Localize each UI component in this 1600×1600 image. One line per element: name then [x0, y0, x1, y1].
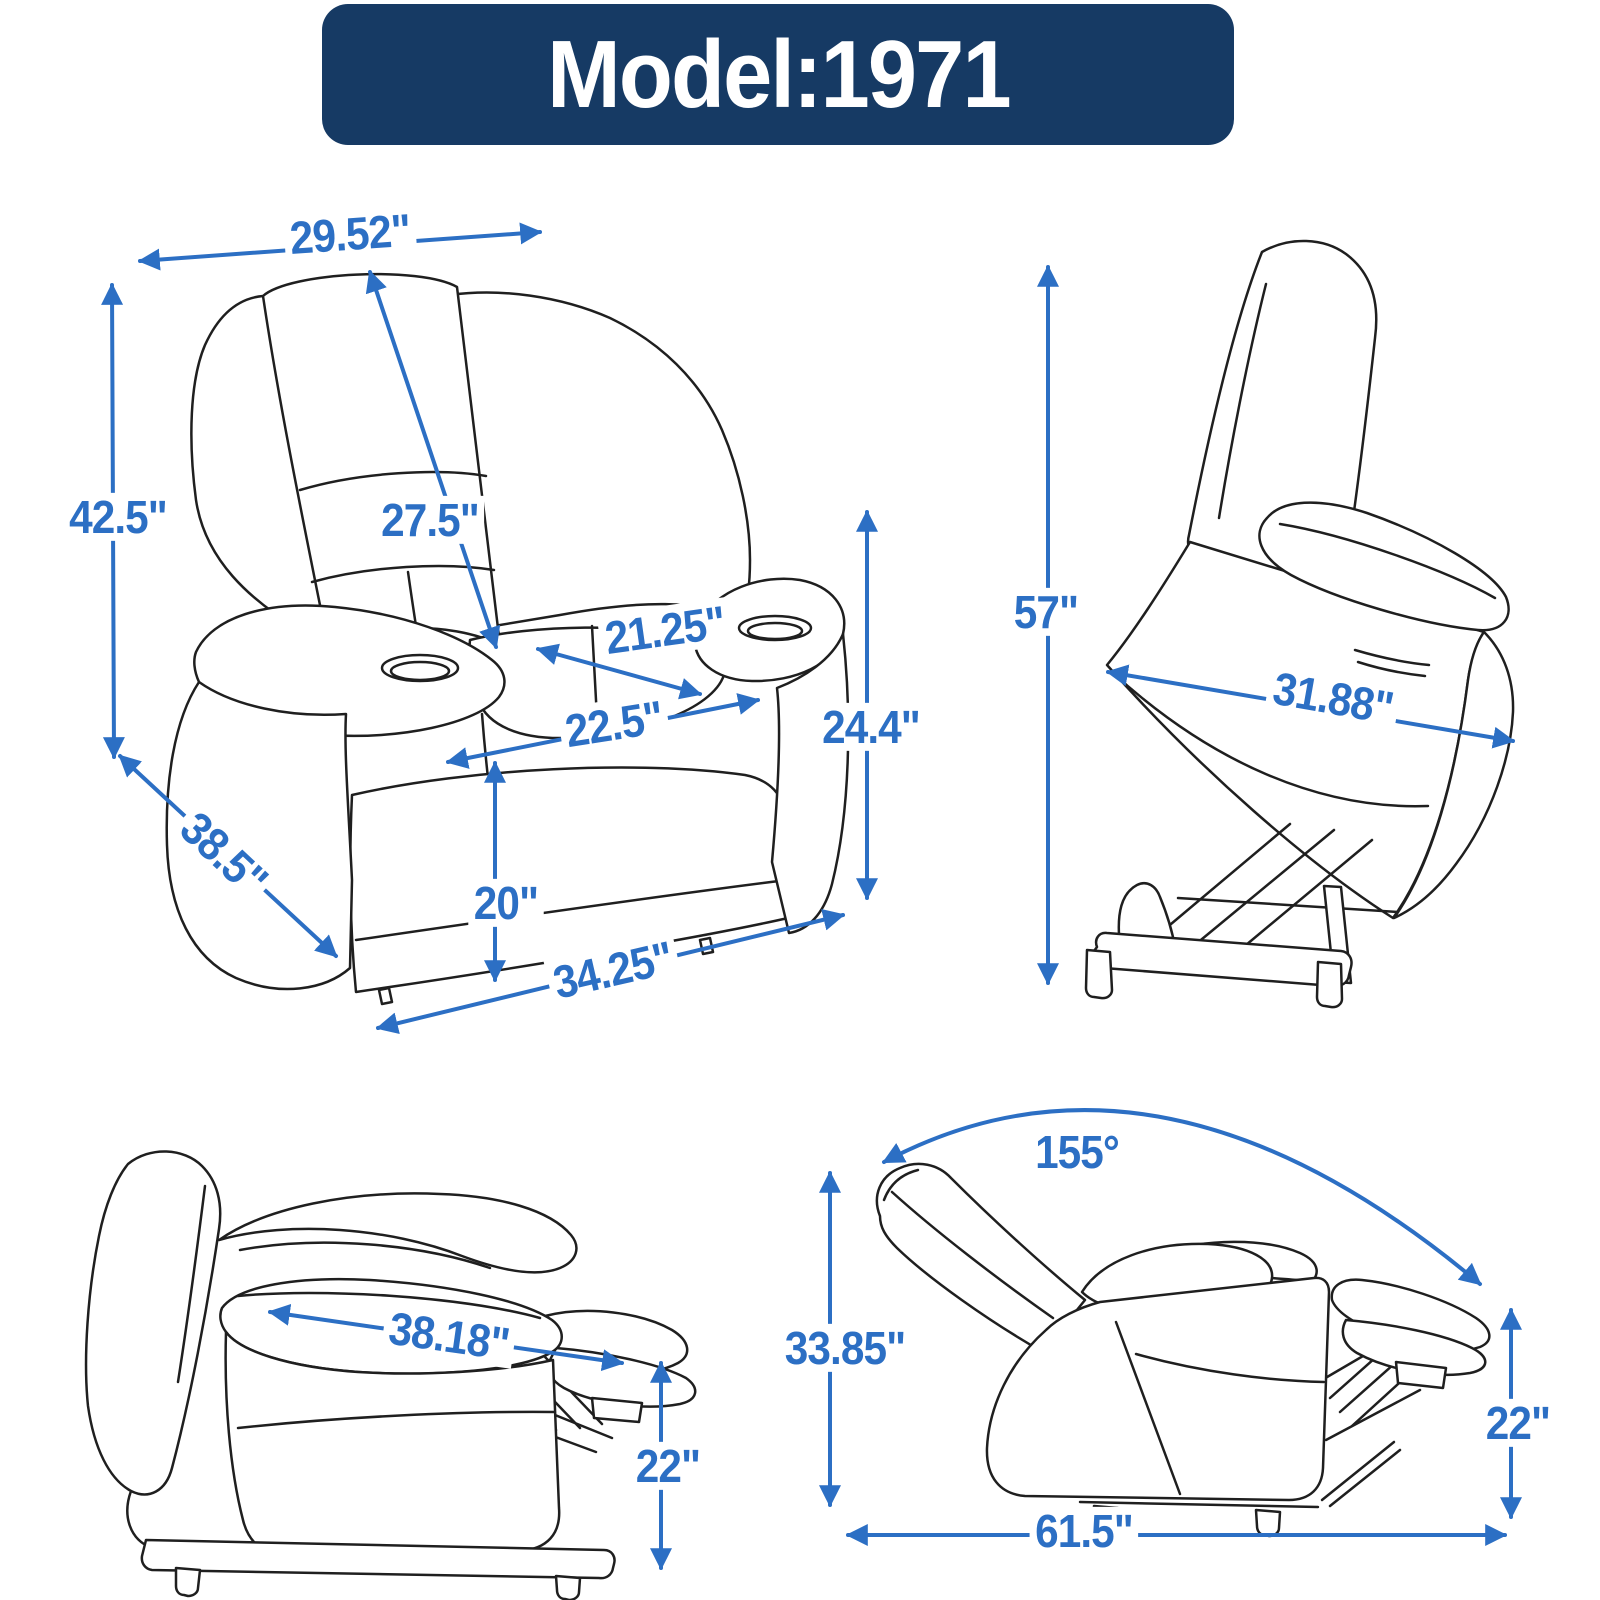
dim-overall-depth: 38.5" [168, 799, 281, 909]
dim-reclined-height: 33.85" [779, 1324, 910, 1372]
dim-seat-depth: 22.5" [556, 692, 671, 757]
dim-seat-height: 20" [468, 879, 543, 927]
dim-recline-angle: 155° [1030, 1128, 1125, 1176]
model-banner [322, 4, 1234, 145]
dim-arm-height: 24.4" [817, 703, 926, 751]
lifted-view-drawing [1086, 241, 1513, 1007]
dim-extended-length: 38.18" [381, 1303, 518, 1369]
dim-seat-width: 21.25" [597, 597, 734, 663]
dim-reclined-footrest-height: 22" [1480, 1399, 1555, 1447]
model-title: Model:1971 [546, 20, 1010, 128]
dim-lifted-total-height: 57" [1008, 588, 1083, 636]
dim-reclined-total-length: 61.5" [1030, 1507, 1139, 1555]
dim-lifted-length: 31.88" [1264, 663, 1402, 733]
extended-view-drawing [86, 1151, 695, 1600]
dim-overall-height: 42.5" [64, 493, 173, 541]
dim-footrest-height: 22" [630, 1442, 705, 1490]
dim-base-width: 34.25" [544, 932, 683, 1009]
dim-back-height: 27.5" [376, 496, 485, 544]
dim-back-width: 29.52" [283, 205, 418, 262]
